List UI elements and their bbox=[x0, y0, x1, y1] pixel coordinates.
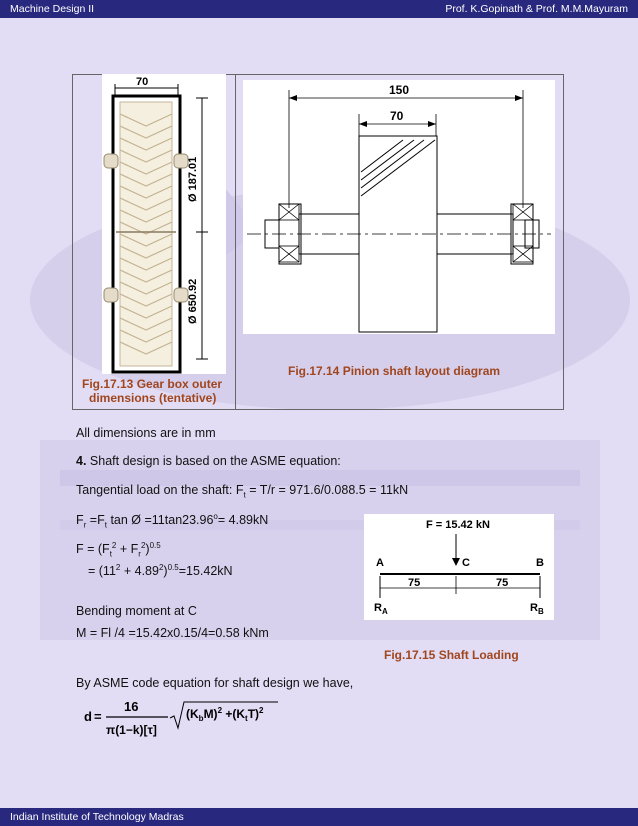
f2-b: + 4.89 bbox=[120, 564, 159, 579]
fr-text-d: = 4.89kN bbox=[217, 513, 269, 528]
fig13-top-dim: 70 bbox=[136, 76, 149, 88]
f1-sup1: 2 bbox=[111, 541, 117, 550]
fig13-caption-line1: Fig.17.13 Gear box outer bbox=[82, 377, 223, 391]
f1-sup2: 2 bbox=[140, 541, 146, 550]
resultant-line2 bbox=[88, 563, 233, 578]
fig15-label-a: A bbox=[376, 557, 384, 569]
gearbox-figure bbox=[100, 74, 230, 374]
fig15-dim-left: 75 bbox=[408, 577, 421, 589]
fr-sub2: t bbox=[104, 520, 107, 530]
fig15-ra-sub: A bbox=[381, 607, 388, 616]
fig14-dim-gear: 70 bbox=[390, 109, 404, 123]
svg-text:(KbM)2 +(KtT)2: $(K_bM)^2 +(K_tT)^2$ bbox=[186, 706, 264, 723]
f2-sup1: 2 bbox=[115, 563, 121, 572]
footer-institute: Indian Institute of Technology Madras bbox=[10, 811, 184, 823]
asme-equation bbox=[82, 696, 282, 744]
f1-b: + F bbox=[116, 542, 139, 557]
fr-text-a: F bbox=[76, 513, 84, 528]
f2-sup2: 2 bbox=[158, 563, 164, 572]
fig15-label-b: B bbox=[536, 557, 544, 569]
bending-moment-equation: M = Fl /4 =15.42x0.15/4=0.58 kNm bbox=[76, 626, 269, 640]
header-course: Machine Design II bbox=[10, 3, 95, 15]
pinion-shaft-figure bbox=[243, 80, 555, 334]
shaft-loading-figure bbox=[364, 514, 554, 620]
fig13-caption-line2: dimensions (tentative) bbox=[89, 391, 217, 405]
tangential-load-line bbox=[76, 483, 408, 500]
fig14-dim-overall: 150 bbox=[389, 83, 410, 97]
fig15-force: F = 15.42 kN bbox=[426, 519, 490, 531]
f1-sub2: r bbox=[138, 549, 141, 559]
tangential-text: Tangential load on the shaft: F bbox=[76, 483, 244, 497]
item4-text: Shaft design is based on the ASME equation: bbox=[86, 454, 341, 468]
f1-sub1: t bbox=[109, 549, 112, 559]
eq-numerator: 16 bbox=[124, 699, 139, 714]
fig15-rb-sub: B bbox=[537, 607, 544, 616]
asme-intro: By ASME code equation for shaft design we have, bbox=[76, 676, 354, 690]
f2-a: = (11 bbox=[88, 564, 116, 579]
fr-sup: o bbox=[213, 512, 218, 521]
fig13-dim-large: Ø 650.92 bbox=[187, 278, 199, 324]
fr-text-b: =F bbox=[86, 513, 105, 528]
figure-divider bbox=[235, 75, 236, 409]
f1-sup3: 0.5 bbox=[149, 541, 161, 550]
f2-sup3: 0.5 bbox=[167, 563, 179, 572]
resultant-line1 bbox=[76, 541, 161, 559]
eq-lhs: d bbox=[84, 709, 92, 724]
f1-a: F = (F bbox=[76, 542, 110, 557]
f2-d: =15.42kN bbox=[178, 564, 233, 579]
item4-number: 4. bbox=[76, 454, 87, 468]
fig14-caption: Fig.17.14 Pinion shaft layout diagram bbox=[288, 364, 501, 378]
f1-c: ) bbox=[145, 542, 150, 557]
fr-text-c: tan Ø =11tan23.96 bbox=[106, 513, 214, 528]
fig15-caption: Fig.17.15 Shaft Loading bbox=[384, 648, 519, 662]
fr-sub1: r bbox=[83, 520, 87, 530]
fig15-label-c: C bbox=[462, 557, 470, 569]
tangential-value: = T/r = 971.6/0.088.5 = 11kN bbox=[245, 483, 409, 497]
fig13-dim-small: Ø 187.01 bbox=[187, 156, 199, 202]
f2-c: ) bbox=[163, 564, 168, 579]
item4-line bbox=[76, 454, 341, 468]
fig15-dim-right: 75 bbox=[496, 577, 509, 589]
fig15-ra: R bbox=[374, 602, 382, 614]
dims-note: All dimensions are in mm bbox=[76, 426, 216, 440]
radial-load-line bbox=[76, 512, 268, 530]
tangential-sub: t bbox=[243, 490, 246, 500]
svg-text:=: = bbox=[94, 709, 102, 724]
bending-moment-title: Bending moment at C bbox=[76, 604, 197, 618]
fig15-rb: R bbox=[530, 602, 538, 614]
header-authors: Prof. K.Gopinath & Prof. M.M.Mayuram bbox=[445, 3, 628, 15]
eq-denominator: π(1−k)[τ] bbox=[106, 723, 157, 737]
